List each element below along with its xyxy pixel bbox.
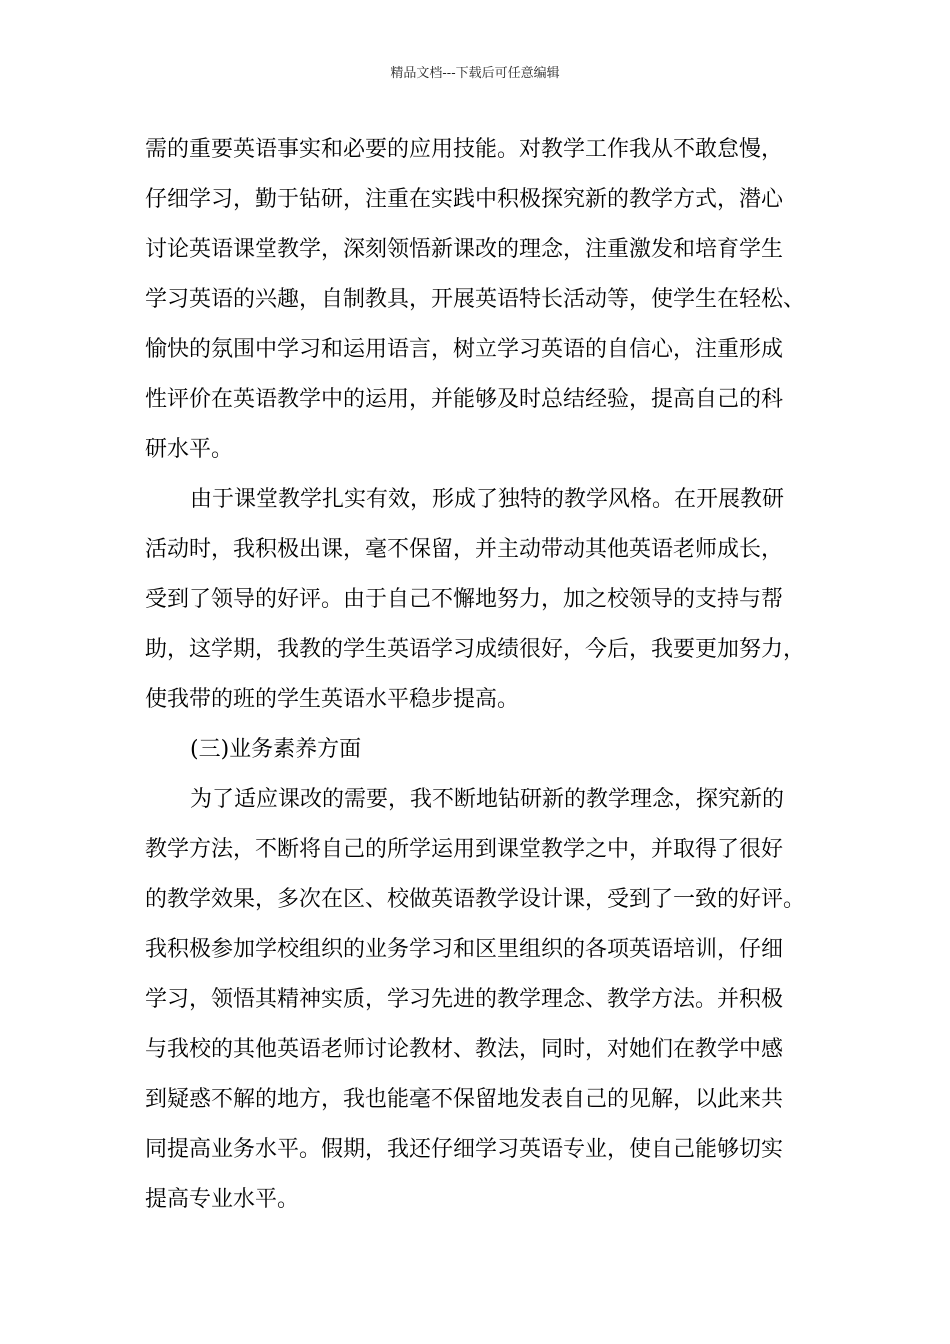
body-line: 使我带的班的学生英语水平稳步提高。 <box>145 687 520 712</box>
body-line: 同提高业务水平。假期，我还仔细学习英语专业，使自己能够切实 <box>145 1137 784 1162</box>
body-line: 仔细学习，勤于钻研，注重在实践中积极探究新的教学方式，潜心 <box>145 187 784 212</box>
section-heading: (三)业务素养方面 <box>190 737 362 762</box>
body-line: 研水平。 <box>145 437 234 462</box>
body-line: 性评价在英语教学中的运用，并能够及时总结经验，提高自己的科 <box>145 387 784 412</box>
body-line: 需的重要英语事实和必要的应用技能。对教学工作我从不敢怠慢， <box>145 137 784 162</box>
body-line: 学习，领悟其精神实质，学习先进的教学理念、教学方法。并积极 <box>145 987 784 1012</box>
body-line: 讨论英语课堂教学，深刻领悟新课改的理念，注重激发和培育学生 <box>145 237 784 262</box>
paragraph-first-line: 由于课堂教学扎实有效，形成了独特的教学风格。在开展教研 <box>190 487 785 512</box>
page-header: 精品文档---下载后可任意编辑 <box>390 66 560 81</box>
body-line: 的教学效果，多次在区、校做英语教学设计课，受到了一致的好评。 <box>145 887 806 912</box>
body-line: 到疑惑不解的地方，我也能毫不保留地发表自己的见解，以此来共 <box>145 1087 784 1112</box>
body-line: 活动时，我积极出课，毫不保留，并主动带动其他英语老师成长， <box>145 537 784 562</box>
body-line: 受到了领导的好评。由于自己不懈地努力，加之校领导的支持与帮 <box>145 587 784 612</box>
body-line: 学习英语的兴趣，自制教具，开展英语特长活动等，使学生在轻松、 <box>145 287 806 312</box>
body-line: 愉快的氛围中学习和运用语言，树立学习英语的自信心，注重形成 <box>145 337 784 362</box>
body-line: 助，这学期，我教的学生英语学习成绩很好，今后，我要更加努力， <box>145 637 806 662</box>
body-line: 我积极参加学校组织的业务学习和区里组织的各项英语培训，仔细 <box>145 937 784 962</box>
body-line: 与我校的其他英语老师讨论教材、教法，同时，对她们在教学中感 <box>145 1037 784 1062</box>
body-line: 提高专业水平。 <box>145 1187 300 1212</box>
paragraph-first-line: 为了适应课改的需要，我不断地钻研新的教学理念，探究新的 <box>190 787 785 812</box>
body-line: 教学方法，不断将自己的所学运用到课堂教学之中，并取得了很好 <box>145 837 784 862</box>
